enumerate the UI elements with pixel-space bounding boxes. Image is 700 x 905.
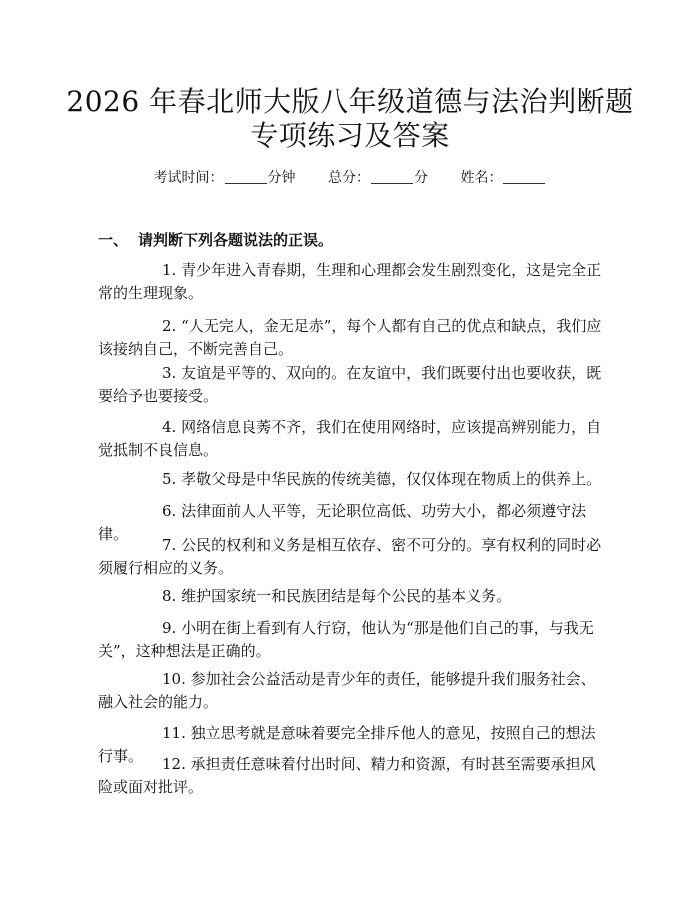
question-text: 网络信息良莠不齐，我们在使用网络时，应该提高辨别能力，自觉抵制不良信息。	[98, 418, 602, 459]
question-number: 1.	[162, 261, 177, 279]
exam-time-field	[154, 168, 296, 188]
exam-time-label: 考试时间：	[153, 170, 224, 186]
question-number: 8.	[162, 587, 177, 605]
total-score-unit: 分	[414, 170, 428, 186]
question-text: 独立思考就是意味着要完全排斥他人的意见，按照自己的想法行事。	[98, 724, 596, 765]
question-text: “人无完人，金无足赤”，每个人都有自己的优点和缺点，我们应该接纳自己，不断完善自己。	[98, 317, 602, 358]
question-item	[98, 468, 602, 491]
total-score-blank	[371, 169, 413, 184]
question-text: 友谊是平等的、双向的。在友谊中，我们既要付出也要收获，既要给予也要接受。	[98, 364, 602, 405]
question-text: 承担责任意味着付出时间、精力和资源，有时甚至需要承担风险或面对批评。	[98, 755, 596, 796]
question-number: 7.	[162, 536, 177, 554]
question-item	[98, 416, 602, 462]
exam-time-blank	[225, 169, 267, 184]
question-item	[98, 585, 602, 608]
exam-time-unit: 分钟	[267, 170, 296, 186]
question-number: 3.	[162, 364, 177, 382]
question-number: 10.	[162, 670, 186, 688]
question-number: 12.	[162, 755, 186, 773]
total-score-field	[328, 168, 428, 188]
question-item	[98, 668, 602, 714]
section-number: 一、	[98, 231, 129, 249]
question-text: 公民的权利和义务是相互依存、密不可分的。享有权利的同时必须履行相应的义务。	[98, 536, 602, 577]
question-item	[98, 617, 602, 663]
exam-info-line	[0, 168, 700, 188]
student-name-blank	[503, 169, 545, 184]
question-text: 孝敬父母是中华民族的传统美德，仅仅体现在物质上的供养上。	[181, 470, 602, 488]
question-number: 11.	[162, 724, 186, 742]
document-title-line-1: 2026 年春北师大版八年级道德与法治判断题	[66, 85, 634, 118]
question-item	[98, 362, 602, 408]
question-text: 维护国家统一和民族团结是每个公民的基本义务。	[181, 587, 512, 605]
question-number: 5.	[162, 470, 177, 488]
student-name-field	[460, 168, 546, 188]
section-heading	[98, 229, 333, 251]
total-score-label: 总分：	[328, 170, 370, 186]
question-number: 9.	[162, 619, 177, 637]
question-item	[98, 315, 602, 361]
question-item	[98, 753, 602, 799]
question-item	[98, 259, 602, 305]
student-name-label: 姓名：	[460, 170, 503, 186]
question-number: 6.	[162, 502, 177, 520]
question-item	[98, 534, 602, 580]
question-text: 法律面前人人平等，无论职位高低、功劳大小，都必须遵守法律。	[98, 502, 587, 543]
question-text: 小明在街上看到有人行窃，他认为“那是他们自己的事，与我无关”，这种想法是正确的。	[98, 619, 594, 660]
question-text: 青少年进入青春期，生理和心理都会发生剧烈变化，这是完全正常的生理现象。	[98, 261, 602, 302]
question-number: 2.	[162, 317, 177, 335]
section-instruction: 请判断下列各题说法的正误。	[138, 231, 334, 249]
question-text: 参加社会公益活动是青少年的责任，能够提升我们服务社会、融入社会的能力。	[98, 670, 596, 711]
question-number: 4.	[162, 418, 177, 436]
document-title-line-2: 专项练习及答案	[250, 119, 450, 152]
